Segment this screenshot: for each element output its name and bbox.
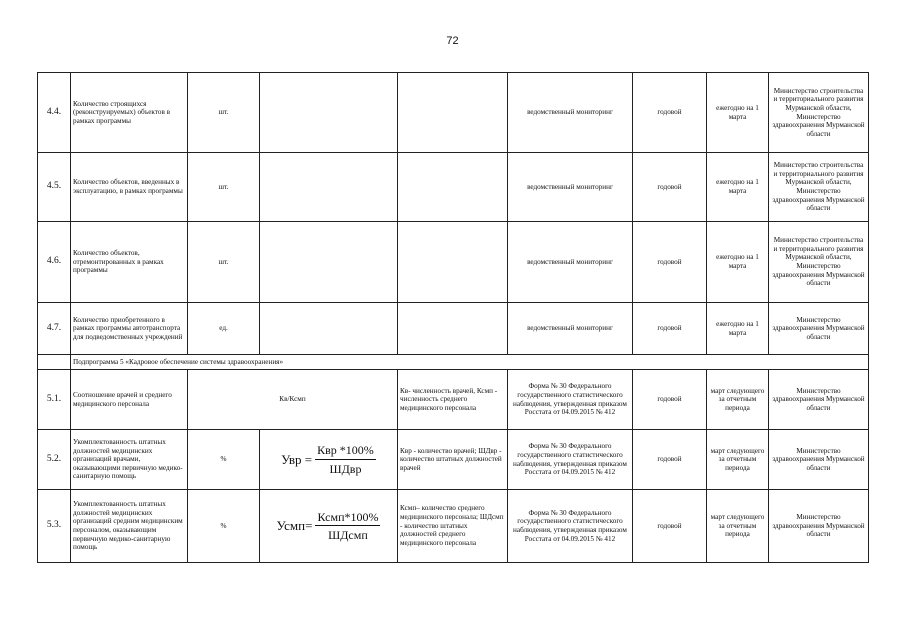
deadline: март следующего за отчетным периода xyxy=(707,490,769,563)
data-source: ведомственный мониторинг xyxy=(508,153,633,222)
formula-cell xyxy=(260,430,398,490)
row-number: 5.1. xyxy=(38,370,71,430)
table-row xyxy=(38,490,869,563)
indicator-name: Укомплектованность штатных должностей медицинских организаций средним медицинским персоналом, оказывающим первичную медико-санитарную помощь xyxy=(71,490,188,563)
periodicity: годовой xyxy=(633,303,707,355)
formula-cell xyxy=(260,153,398,222)
row-number: 4.6. xyxy=(38,222,71,303)
periodicity: годовой xyxy=(633,153,707,222)
periodicity: годовой xyxy=(633,73,707,153)
formula-numerator: Ксмп*100% xyxy=(315,510,380,526)
deadline: ежегодно на 1 марта xyxy=(707,222,769,303)
periodicity: годовой xyxy=(633,430,707,490)
unit: ед. xyxy=(188,303,260,355)
subprogram-num-cell xyxy=(38,355,71,370)
formula xyxy=(262,510,395,543)
page-number: 72 xyxy=(446,35,459,47)
row-number: 5.3. xyxy=(38,490,71,563)
formula-cell xyxy=(260,490,398,563)
data-source: Форма № 30 Федерального государственного статистического наблюдения, утвержденная приказом Росстата от 04.09.2015 № 412 xyxy=(508,370,633,430)
unit: шт. xyxy=(188,222,260,303)
formula-denominator: ШДсмп xyxy=(328,528,368,542)
subprogram-row xyxy=(38,355,869,370)
deadline: март следующего за отчетным периода xyxy=(707,370,769,430)
periodicity: годовой xyxy=(633,490,707,563)
table-row xyxy=(38,303,869,355)
definition-cell xyxy=(398,153,508,222)
definition-cell xyxy=(398,73,508,153)
table-row xyxy=(38,370,869,430)
definition-cell: Квр - количество врачей; ШДвр - количество штатных должностей врачей xyxy=(398,430,508,490)
responsible: Министерство строительства и территориального развития Мурманской области, Министерство здравоохранения Мурманской области xyxy=(769,73,869,153)
formula-cell xyxy=(260,73,398,153)
unit: % xyxy=(188,430,260,490)
table-row xyxy=(38,153,869,222)
formula xyxy=(262,443,395,476)
indicators-table xyxy=(37,72,869,563)
subprogram-title: Подпрограмма 5 «Кадровое обеспечение системы здравоохранения» xyxy=(71,355,869,370)
indicator-name: Количество объектов, введенных в эксплуатацию, в рамках программы xyxy=(71,153,188,222)
formula-fraction xyxy=(315,443,376,476)
responsible: Министерство строительства и территориального развития Мурманской области, Министерство здравоохранения Мурманской области xyxy=(769,222,869,303)
formula-numerator: Квр *100% xyxy=(315,443,376,459)
data-source: Форма № 30 Федерального государственного статистического наблюдения, утвержденная приказом Росстата от 04.09.2015 № 412 xyxy=(508,430,633,490)
table-row xyxy=(38,222,869,303)
responsible: Министерство здравоохранения Мурманской области xyxy=(769,430,869,490)
definition-cell: Ксмп– количество среднего медицинского персонала; ШДсмп - количество штатных должностей среднего медицинского персонала xyxy=(398,490,508,563)
periodicity: годовой xyxy=(633,222,707,303)
formula-cell xyxy=(260,303,398,355)
indicator-name: Укомплектованность штатных должностей медицинских организаций врачами, оказывающими первичную медико-санитарную помощь xyxy=(71,430,188,490)
responsible: Министерство здравоохранения Мурманской области xyxy=(769,370,869,430)
formula-lhs: Увр = xyxy=(281,451,313,467)
responsible: Министерство здравоохранения Мурманской области xyxy=(769,303,869,355)
row-number: 5.2. xyxy=(38,430,71,490)
formula-lhs: Усмп= xyxy=(276,518,313,534)
definition-cell xyxy=(398,303,508,355)
periodicity: годовой xyxy=(633,370,707,430)
row-number: 4.4. xyxy=(38,73,71,153)
deadline: ежегодно на 1 марта xyxy=(707,303,769,355)
data-source: ведомственный мониторинг xyxy=(508,73,633,153)
data-source: Форма № 30 Федерального государственного статистического наблюдения, утвержденная приказом Росстата от 04.09.2015 № 412 xyxy=(508,490,633,563)
data-source: ведомственный мониторинг xyxy=(508,222,633,303)
deadline: ежегодно на 1 марта xyxy=(707,153,769,222)
indicator-name: Соотношение врачей и среднего медицинского персонала xyxy=(71,370,188,430)
unit: шт. xyxy=(188,73,260,153)
formula-cell xyxy=(260,222,398,303)
deadline: ежегодно на 1 марта xyxy=(707,73,769,153)
indicator-name: Количество объектов, отремонтированных в рамках программы xyxy=(71,222,188,303)
table-row xyxy=(38,430,869,490)
responsible: Министерство здравоохранения Мурманской области xyxy=(769,490,869,563)
unit: % xyxy=(188,490,260,563)
responsible: Министерство строительства и территориального развития Мурманской области, Министерство здравоохранения Мурманской области xyxy=(769,153,869,222)
formula-denominator: ШДвр xyxy=(329,461,362,476)
indicator-name: Количество строящихся (реконструируемых) объектов в рамках программы xyxy=(71,73,188,153)
deadline: март следующего за отчетным периода xyxy=(707,430,769,490)
row-number: 4.7. xyxy=(38,303,71,355)
indicator-name: Количество приобретенного в рамках программы автотранспорта для подведомственных учреждений xyxy=(71,303,188,355)
row-number: 4.5. xyxy=(38,153,71,222)
definition-cell: Кв- численность врачей, Ксмп - численность среднего медицинского персонала xyxy=(398,370,508,430)
table-row xyxy=(38,73,869,153)
formula-text: Кв/Ксмп xyxy=(188,370,398,430)
formula-fraction xyxy=(315,510,380,543)
unit: шт. xyxy=(188,153,260,222)
data-source: ведомственный мониторинг xyxy=(508,303,633,355)
definition-cell xyxy=(398,222,508,303)
